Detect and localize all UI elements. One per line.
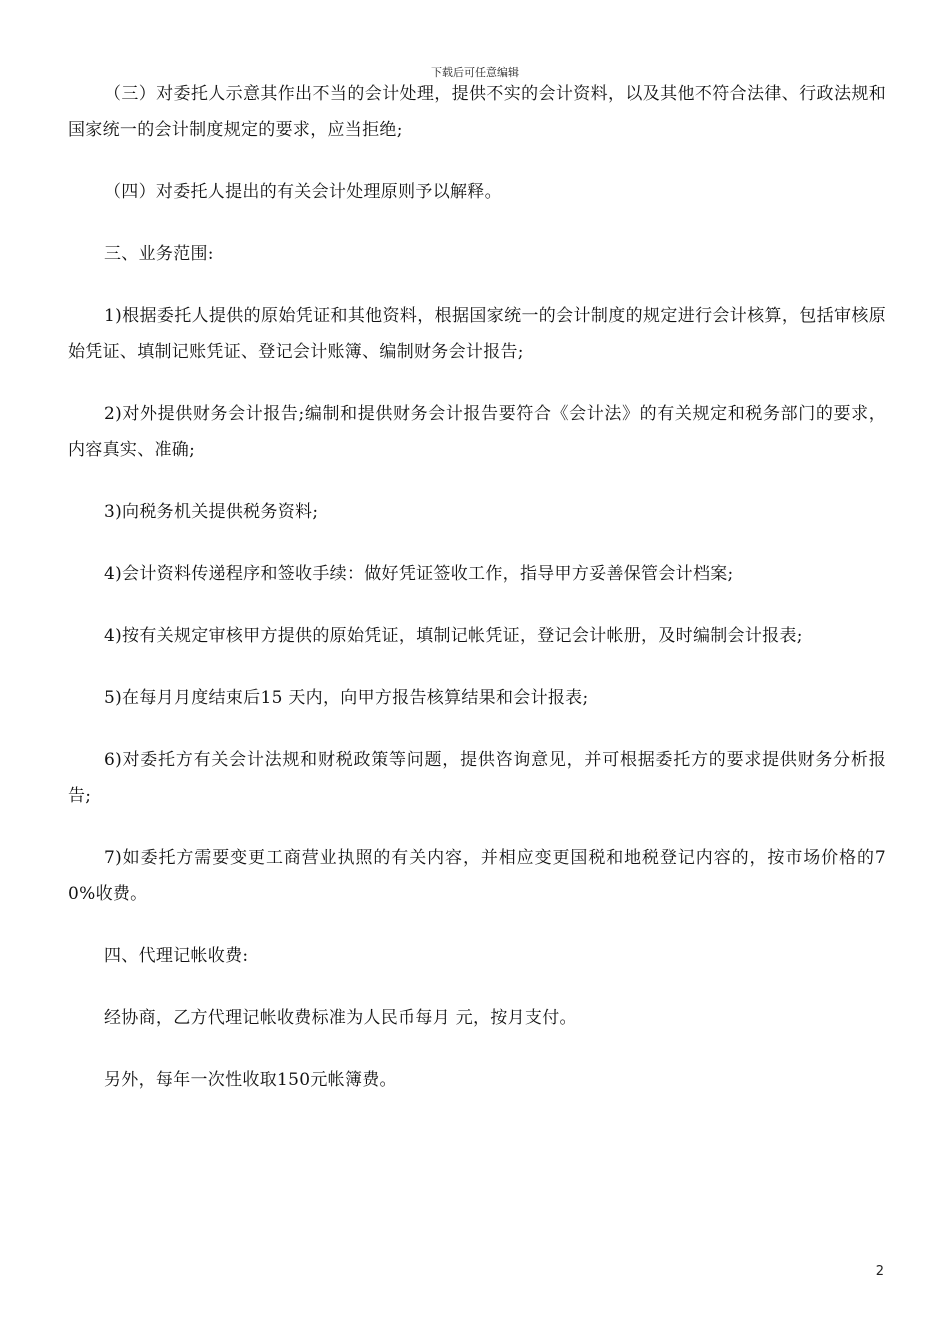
paragraph-clause-4: （四）对委托人提出的有关会计处理原则予以解释。	[104, 182, 502, 202]
section-heading-fees: 四、代理记帐收费:	[104, 946, 249, 966]
scope-item-5: 5)在每月月度结束后15 天内，向甲方报告核算结果和会计报表;	[104, 688, 589, 708]
document-body	[68, 76, 886, 1098]
scope-item-1: 1)根据委托人提供的原始凭证和其他资料，根据国家统一的会计制度的规定进行会计核算，包括审核原始凭证、填制记账凭证、登记会计账簿、编制财务会计报告;	[68, 306, 886, 362]
header-note: 下载后可任意编辑	[431, 66, 519, 79]
fee-annual-ledger: 另外，每年一次性收取150元帐簿费。	[104, 1070, 397, 1090]
scope-item-6: 6)对委托方有关会计法规和财税政策等问题，提供咨询意见，并可根据委托方的要求提供财务分析报告;	[68, 750, 886, 806]
scope-item-4a: 4)会计资料传递程序和签收手续：做好凭证签收工作，指导甲方妥善保管会计档案;	[104, 564, 734, 584]
scope-item-3: 3)向税务机关提供税务资料;	[104, 502, 319, 522]
section-heading-business-scope: 三、业务范围:	[104, 244, 214, 264]
scope-item-7: 7)如委托方需要变更工商营业执照的有关内容，并相应变更国税和地税登记内容的，按市场价格的70%收费。	[68, 848, 886, 904]
scope-item-2: 2)对外提供财务会计报告;编制和提供财务会计报告要符合《会计法》的有关规定和税务部门的要求，内容真实、准确;	[68, 404, 886, 460]
paragraph-clause-3: （三）对委托人示意其作出不当的会计处理，提供不实的会计资料，以及其他不符合法律、行政法规和国家统一的会计制度规定的要求，应当拒绝;	[68, 84, 886, 140]
page-number: 2	[875, 1264, 884, 1279]
fee-monthly: 经协商，乙方代理记帐收费标准为人民币每月 元，按月支付。	[104, 1008, 577, 1028]
scope-item-4b: 4)按有关规定审核甲方提供的原始凭证，填制记帐凭证，登记会计帐册，及时编制会计报表;	[104, 626, 803, 646]
